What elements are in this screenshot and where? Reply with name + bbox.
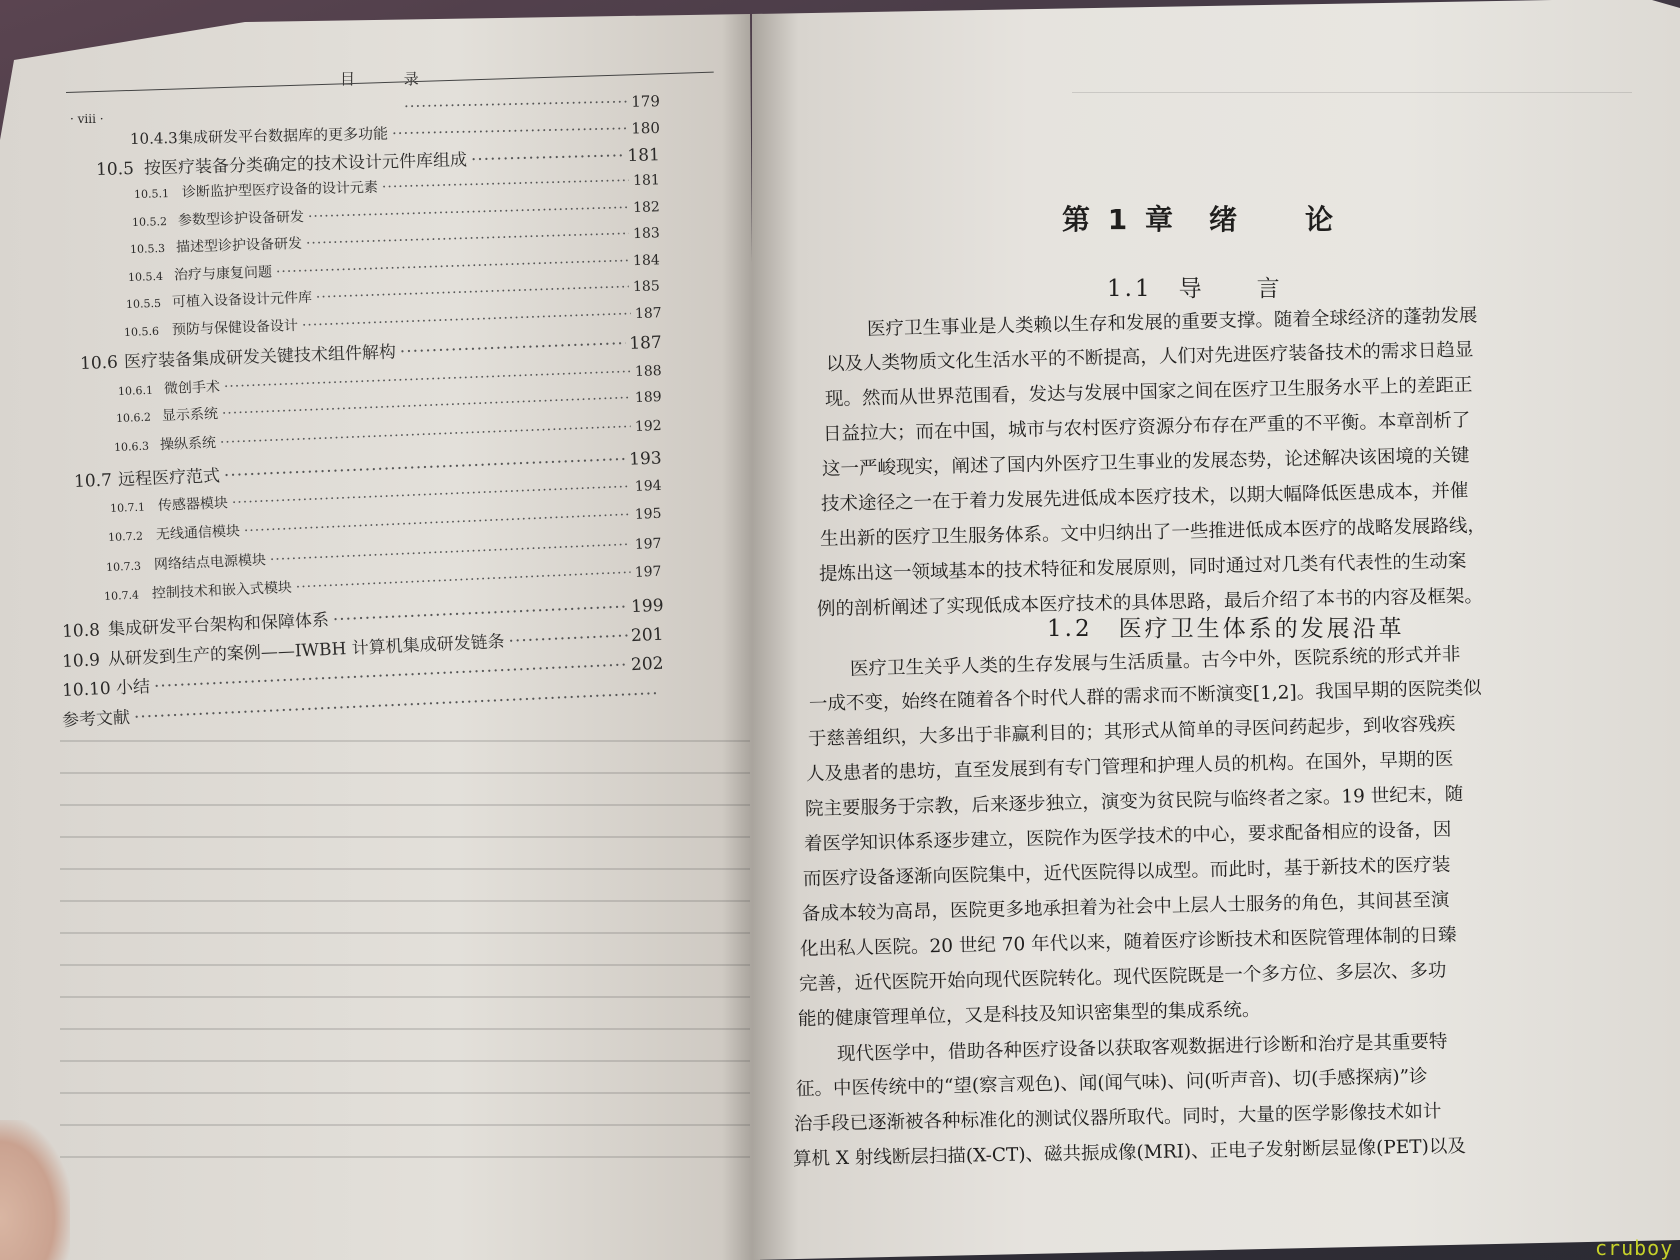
- toc-entry-number: 10.5.3: [129, 241, 166, 256]
- toc-leader-dots: [316, 279, 630, 305]
- toc-leader-dots: [508, 626, 627, 651]
- toc-header-page: · viii ·: [70, 112, 104, 126]
- body-text-line: 例的剖析阐述了实现低成本医疗技术的具体思路，最后介绍了本书的内容及框架。: [817, 585, 1484, 620]
- body-text-line: 院主要服务于宗教，后来逐步独立，演变为贫民院与临终者之家。19 世纪末，随: [804, 783, 1464, 820]
- body-text-line: 人及患者的患坊，直至发展到有专门管理和护理人员的机构。在国外，早期的医: [806, 748, 1454, 785]
- toc-entry-page: 199: [630, 595, 664, 618]
- section-1-2-body: [792, 644, 1482, 1177]
- watermark: cruboy: [1595, 1236, 1674, 1260]
- body-text-line: 能的健康管理单位，又是科技及知识密集型的集成系统。: [797, 999, 1261, 1030]
- toc-entry-page: 195: [634, 505, 662, 523]
- toc-entry-number: 10.7: [73, 470, 113, 492]
- toc-leader-dots: [404, 93, 628, 116]
- toc-entry-number: 10.10: [61, 678, 112, 701]
- toc-entry-number: 10.7.2: [107, 529, 144, 544]
- toc-entry-number: 10.5.1: [133, 187, 170, 201]
- body-text-line: 治手段已逐渐被各种标准化的测试仪器所取代。同时，大量的医学影像技术如计: [794, 1101, 1443, 1135]
- toc-entry-number: 10.5: [95, 159, 135, 180]
- body-text-line: 医疗卫生关乎人类的生存发展与生活质量。古今中外，医院系统的形式并非: [849, 644, 1461, 680]
- toc-entry-page: 181: [632, 172, 661, 189]
- toc-entry-title: 可植入设备设计元件库: [171, 289, 313, 311]
- body-text-line: 医疗卫生事业是人类赖以生存和发展的重要支撑。随着全球经济的蓬勃发展: [866, 305, 1478, 340]
- toc-entry-title: 远程医疗范式: [117, 466, 221, 491]
- toc-entry-title: 治疗与康复问题: [173, 264, 273, 284]
- body-text-line: 备成本较为高昂，医院更多地承担着为社会中上层人士服务的角色，其间甚至演: [801, 889, 1450, 925]
- toc-entry-title: 网络结点电源模块: [153, 552, 267, 573]
- toc-leader-dots: [222, 390, 632, 422]
- toc-entry-page: 183: [632, 225, 661, 243]
- body-text-line: 提炼出这一领域基本的技术特征和发展原则，同时通过对几类有代表性的生动案: [818, 550, 1467, 585]
- toc-entry-title: 集成研发平台架构和保障体系: [107, 610, 330, 640]
- toc-entry-page: 201: [630, 624, 664, 647]
- toc-entry-number: 10.9: [61, 650, 101, 672]
- toc-entry-title: 诊断监护型医疗设备的设计元素: [181, 179, 379, 201]
- toc-entry-title: 小结: [115, 677, 151, 699]
- toc-entry-page: 187: [628, 332, 663, 354]
- body-text-line: 以及人类物质文化生活水平的不断提高，人们对先进医疗装备技术的需求日趋显: [825, 339, 1474, 375]
- toc-entry-number: 10.7.4: [103, 588, 140, 603]
- toc-entry-page: 202: [630, 653, 664, 676]
- toc-entry-page: 193: [628, 448, 663, 470]
- body-text-line: 生出新的医疗卫生服务体系。文中归纳出了一些推进低成本医疗的战略发展路线，: [819, 515, 1486, 550]
- toc-entry-number: 10.8: [61, 620, 101, 642]
- body-text-line: 征。中医传统中的“望(察言观色)、闻(闻气味)、问(听声音)、切(手感探病)”诊: [795, 1066, 1428, 1100]
- toc-entry-title: 传感器模块: [157, 495, 229, 515]
- toc-entry-number: 10.5.5: [125, 296, 162, 311]
- toc-leader-dots: [276, 253, 630, 280]
- chapter-page: [752, 0, 1680, 1260]
- table-of-contents: [0, 0, 760, 1260]
- toc-entry-page: 194: [634, 477, 662, 495]
- toc-leader-dots: [382, 173, 630, 195]
- toc-entry-title: 参数型诊护设备研发: [177, 209, 305, 229]
- body-text-line: 算机 X 射线断层扫描(X-CT)、磁共振成像(MRI)、正电子发射断层显像(PET)以及: [792, 1135, 1467, 1170]
- toc-entry-number: 10.6.1: [117, 383, 154, 398]
- toc-entry-title: 按医疗装备分类确定的技术设计元件库组成: [143, 150, 468, 179]
- toc-leader-dots: [400, 334, 626, 362]
- toc-entry-title: 医疗装备集成研发关键技术组件解构: [123, 342, 397, 373]
- section-1-2-title: 1.2 医疗卫生体系的发展沿革: [1047, 616, 1405, 642]
- toc-leader-dots: [244, 507, 632, 539]
- toc-header-title: 目 录: [340, 70, 441, 88]
- toc-entry-number: 10.6.3: [113, 439, 150, 454]
- toc-entry-page: 189: [634, 389, 662, 407]
- toc-entry-page: 185: [632, 278, 661, 296]
- toc-entry-title: 控制技术和嵌入式模块: [151, 579, 293, 602]
- toc-entry-title: 显示系统: [161, 406, 219, 425]
- toc-leader-dots: [308, 200, 630, 225]
- section-1-1-title: 1.1 导 言: [1107, 276, 1283, 302]
- toc-leader-dots: [296, 565, 632, 596]
- toc-entry-title: 参考文献: [61, 707, 131, 731]
- body-text-line: 于慈善组织，大多出于非赢利目的；其形式从简单的寻医问药起步，到收容残疾: [807, 713, 1456, 750]
- thumb: [0, 1120, 70, 1260]
- toc-entry-page: 197: [634, 535, 662, 553]
- toc-entry-title: 预防与保健设备设计: [171, 317, 299, 339]
- toc-entry-page: 192: [634, 417, 662, 435]
- toc-entry-number: 10.5.4: [127, 269, 164, 284]
- toc-entry[interactable]: [190, 90, 660, 121]
- toc-entry-page: 180: [631, 118, 661, 138]
- section-1-1-body: [817, 305, 1486, 627]
- show-through-text: [60, 740, 750, 1220]
- toc-entry-page: 179: [631, 92, 661, 111]
- toc-leader-dots: [471, 146, 624, 170]
- toc-entry-number: 10.7.3: [105, 559, 142, 574]
- toc-entry-page: 197: [634, 563, 662, 581]
- body-text-line: 一成不变，始终在随着各个时代人群的需求而不断演变[1,2]。我国早期的医院类似: [808, 677, 1482, 715]
- toc-entry-number: 10.4.3: [129, 129, 178, 148]
- running-header-faint: [1072, 78, 1632, 93]
- body-text-line: 而医疗设备逐渐向医院集中，近代医院得以成型。而此时，基于新技术的医疗装: [802, 854, 1451, 890]
- body-text-line: 完善，近代医院开始向现代医院转化。现代医院既是一个多方位、多层次、多功: [798, 960, 1447, 995]
- toc-entry-page: 182: [632, 199, 661, 217]
- chapter-title: 第 1 章 绪 论: [1062, 203, 1337, 236]
- toc-entry-number: 10.6: [79, 352, 119, 374]
- toc-leader-dots: [306, 226, 630, 252]
- toc-entry-number: 10.5.2: [131, 215, 168, 229]
- toc-entry-number: 10.5.6: [123, 324, 160, 339]
- toc-entry-number: 10.6.2: [115, 410, 152, 425]
- body-text-line: 技术途径之一在于着力发展先进低成本医疗技术，以期大幅降低医患成本，并催: [820, 480, 1469, 515]
- toc-entry-title: 集成研发平台数据库的更多功能: [177, 124, 389, 147]
- body-text-line: 日益拉大；而在中国，城市与农村医疗资源分布存在严重的不平衡。本章剖析了: [823, 409, 1471, 445]
- toc-entry-page: 184: [632, 252, 661, 270]
- toc-entry-page: 187: [634, 305, 662, 323]
- body-text-line: 化出私人医院。20 世纪 70 年代以来，随着医疗诊断技术和医院管理体制的日臻: [800, 924, 1458, 960]
- toc-leader-dots: [392, 120, 628, 143]
- toc-entry-title: 微创手术: [163, 379, 221, 398]
- body-text-line: 着医学知识体系逐步建立，医院作为医学技术的中心，要求配备相应的设备，因: [803, 819, 1452, 855]
- toc-entry-page: 188: [634, 363, 662, 381]
- toc-entry-title: 从研发到生产的案例——IWBH 计算机集成研发链条: [107, 631, 506, 670]
- body-text-line: 这一严峻现实，阐述了国内外医疗卫生事业的发展态势，论述解决该困境的关键: [821, 445, 1470, 480]
- toc-entry-title: 描述型诊护设备研发: [175, 235, 303, 256]
- toc-entry-number: 10.7.1: [109, 500, 146, 515]
- toc-entry-title: 操纵系统: [159, 435, 217, 454]
- toc-entry-title: 无线通信模块: [155, 523, 241, 543]
- toc-entry-page: 181: [627, 145, 661, 167]
- body-text-line: 现。然而从世界范围看，发达与发展中国家之间在医疗卫生服务水平上的差距正: [824, 374, 1473, 410]
- body-text-line: 现代医学中，借助各种医疗设备以获取客观数据进行诊断和治疗是其重要特: [836, 1031, 1448, 1065]
